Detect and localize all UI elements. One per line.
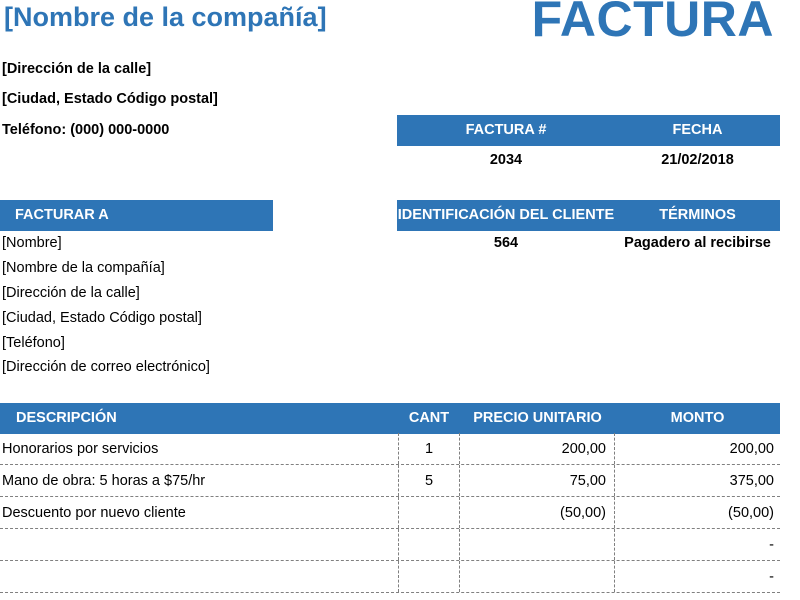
item-quantity — [398, 497, 460, 528]
item-unit-price: 75,00 — [460, 465, 615, 496]
item-quantity — [398, 561, 460, 592]
bill-to-email: [Dirección de correo electrónico] — [2, 359, 210, 375]
items-header-amount: MONTO — [670, 410, 725, 426]
items-table — [0, 433, 780, 593]
item-quantity — [398, 529, 460, 560]
item-amount: 200,00 — [729, 441, 774, 457]
company-street: [Dirección de la calle] — [2, 61, 152, 77]
item-unit-price: 200,00 — [460, 433, 615, 464]
customer-id-label: IDENTIFICACIÓN DEL CLIENTE — [397, 207, 615, 223]
table-row — [0, 561, 780, 593]
item-unit-price — [460, 561, 615, 592]
invoice-number-label: FACTURA # — [465, 122, 547, 138]
terms-label: TÉRMINOS — [659, 207, 736, 223]
bill-to-header — [0, 200, 273, 231]
item-quantity: 5 — [398, 465, 460, 496]
item-unit-price — [460, 529, 615, 560]
document-title: FACTURA — [531, 0, 774, 47]
bill-to-phone: [Teléfono] — [2, 335, 65, 351]
item-amount: - — [769, 569, 774, 585]
item-description — [2, 529, 398, 560]
company-phone: Teléfono: (000) 000-0000 — [2, 122, 170, 138]
item-description: Mano de obra: 5 horas a $75/hr — [2, 473, 206, 489]
terms-value: Pagadero al recibirse — [624, 235, 771, 251]
table-row — [0, 465, 780, 497]
items-header-description: DESCRIPCIÓN — [16, 410, 117, 426]
item-unit-price: (50,00) — [460, 497, 615, 528]
table-row — [0, 529, 780, 561]
item-description: Descuento por nuevo cliente — [2, 505, 186, 521]
item-amount: (50,00) — [728, 505, 774, 521]
item-description — [2, 561, 398, 592]
item-quantity: 1 — [398, 433, 460, 464]
table-row — [0, 433, 780, 465]
company-name: [Nombre de la compañía] — [4, 2, 327, 32]
customer-info-header — [397, 200, 780, 231]
bill-to-city-state-zip: [Ciudad, Estado Código postal] — [2, 310, 202, 326]
invoice-number-value: 2034 — [489, 152, 523, 168]
item-amount: 375,00 — [729, 473, 774, 489]
bill-to-name: [Nombre] — [2, 235, 62, 251]
company-city-state-zip: [Ciudad, Estado Código postal] — [2, 91, 218, 107]
items-header-unit-price: PRECIO UNITARIO — [473, 410, 602, 426]
item-amount: - — [769, 537, 774, 553]
bill-to-company: [Nombre de la compañía] — [2, 260, 165, 276]
items-header — [0, 403, 780, 434]
invoice-date-label: FECHA — [672, 122, 723, 138]
table-row — [0, 497, 780, 529]
customer-id-value: 564 — [493, 235, 519, 251]
invoice-info-header — [397, 115, 780, 146]
bill-to-street: [Dirección de la calle] — [2, 285, 140, 301]
invoice-date-value: 21/02/2018 — [661, 152, 734, 168]
bill-to-label: FACTURAR A — [15, 207, 109, 223]
item-description: Honorarios por servicios — [2, 441, 159, 457]
items-header-quantity: CANT — [408, 410, 450, 426]
